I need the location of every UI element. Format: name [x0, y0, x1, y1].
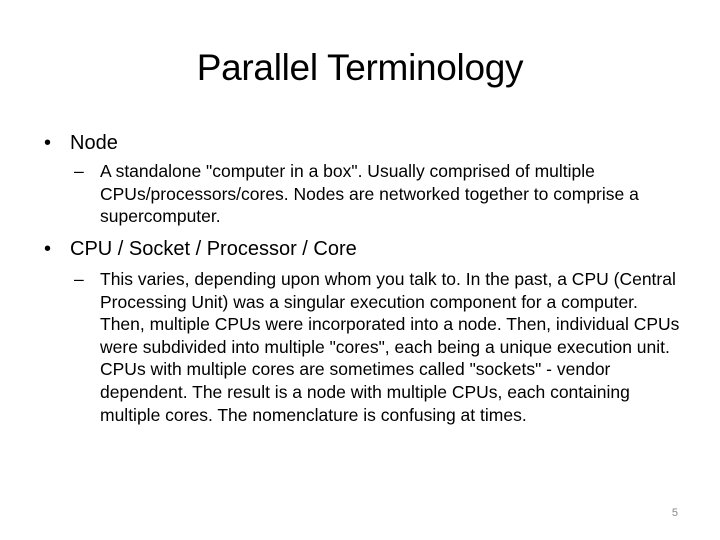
dash-marker: – — [74, 161, 84, 181]
bullet-marker: • — [44, 238, 52, 260]
bullet-node-details — [74, 160, 685, 228]
detail-text: This varies, depending upon whom you talk to. In the past, a CPU (Central Processing Unit) was a singular execution component for a computer. Then, multiple CPUs were incorporated into a node. Then, individual CPUs were subdivided into multiple "cores", each being a unique execution unit. CPUs with multiple cores are sometimes called "sockets" - vendor dependent. The result is a node with multiple CPUs, each containing multiple cores. The nomenclature is confusing at times. — [100, 269, 680, 425]
detail-text: A standalone "computer in a box". Usually comprised of multiple CPUs/processors/cores. Nodes are networked together to comprise a supercomputer. — [100, 161, 639, 227]
slide-title: Parallel Terminology — [196, 47, 524, 88]
bullet-heading: Node — [70, 132, 118, 154]
bullet-cpu-details — [74, 268, 685, 426]
bullet-cpu-socket-processor-core — [44, 236, 357, 262]
bullet-marker: • — [44, 132, 52, 154]
bullet-node — [44, 130, 118, 156]
page-number: 5 — [671, 507, 678, 519]
dash-marker: – — [74, 269, 84, 289]
bullet-heading: CPU / Socket / Processor / Core — [70, 238, 357, 260]
